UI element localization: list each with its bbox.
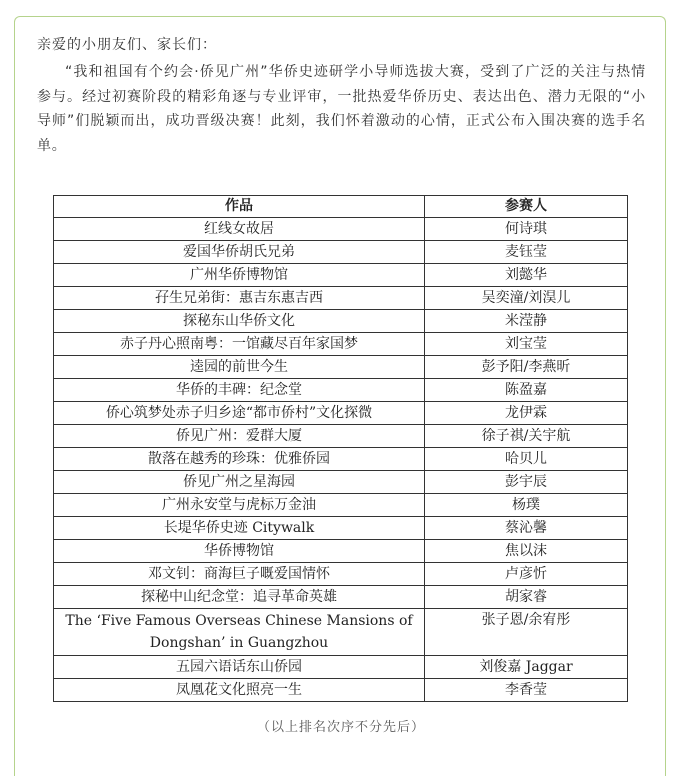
participant-cell: 杨璞 [425,494,628,517]
finalists-table [53,195,628,702]
ranking-note: （以上排名次序不分先后） [256,720,425,735]
table-row [54,517,628,540]
participant-cell: 胡家睿 [425,586,628,609]
table-row [54,586,628,609]
participant-cell: 何诗琪 [425,218,628,241]
work-title-cell: 逵园的前世今生 [54,356,425,379]
participant-cell: 张子恩/余宥彤 [425,609,628,656]
participant-cell: 米滢静 [425,310,628,333]
table-row [54,287,628,310]
table-row [54,679,628,702]
work-title-cell: 广州华侨博物馆 [54,264,425,287]
participant-cell: 刘懿华 [425,264,628,287]
participant-cell: 焦以沫 [425,540,628,563]
table-row [54,218,628,241]
table-row [54,540,628,563]
participant-cell: 刘宝莹 [425,333,628,356]
participant-cell: 麦钰莹 [425,241,628,264]
participant-cell: 蔡沁馨 [425,517,628,540]
table-row [54,241,628,264]
table-row [54,379,628,402]
work-title-cell: 凤凰花文化照亮一生 [54,679,425,702]
table-row [54,656,628,679]
work-title-cell: 长堤华侨史迹 Citywalk [54,517,425,540]
table-row [54,310,628,333]
work-title-cell: 邓文钊：商海巨子嘅爱国情怀 [54,563,425,586]
work-title-cell: 侨见广州：爱群大厦 [54,425,425,448]
table-body [54,218,628,702]
participant-cell: 龙伊霖 [425,402,628,425]
participant-cell: 卢彦忻 [425,563,628,586]
header-work: 作品 [54,196,425,218]
table-row [54,471,628,494]
table-row [54,264,628,287]
work-title-cell: 赤子丹心照南粤：一馆藏尽百年家国梦 [54,333,425,356]
participant-cell: 陈盈嘉 [425,379,628,402]
intro-paragraph: “我和祖国有个约会·侨见广州”华侨史迹研学小导师选拔大赛，受到了广泛的关注与热情参与。经过初赛阶段的精彩角逐与专业评审，一批热爱华侨历史、表达出色、潜力无限的“小导师”们脱颖而出，成功晋级决赛！此刻，我们怀着激动的心情，正式公布入围决赛的选手名单。 [37,64,646,154]
work-title-cell: 散落在越秀的珍珠：优雅侨园 [54,448,425,471]
table-row [54,402,628,425]
work-title-cell: 侨心筑梦处赤子归乡途“都市侨村”文化探微 [54,402,425,425]
work-title-cell: 红线女故居 [54,218,425,241]
table-row [54,494,628,517]
participant-cell: 彭予阳/李燕昕 [425,356,628,379]
table-header-row [54,196,628,218]
work-title-cell: 广州永安堂与虎标万金油 [54,494,425,517]
header-participant: 参赛人 [425,196,628,218]
greeting: 亲爱的小朋友们、家长们： [37,37,217,53]
participant-cell: 刘俊嘉 Jaggar [425,656,628,679]
table-row [54,609,628,656]
table-row [54,425,628,448]
work-title-cell: 侨见广州之星海园 [54,471,425,494]
table-row [54,356,628,379]
participant-cell: 吴奕潼/刘淏儿 [425,287,628,310]
table-row [54,448,628,471]
work-title-cell: 华侨博物馆 [54,540,425,563]
table-row [54,333,628,356]
table-row [54,563,628,586]
work-title-cell: 五园六语话东山侨园 [54,656,425,679]
work-title-cell: 探秘中山纪念堂：追寻革命英雄 [54,586,425,609]
work-title-cell: 爱国华侨胡氏兄弟 [54,241,425,264]
work-title-cell: 华侨的丰碑：纪念堂 [54,379,425,402]
work-title-cell: 探秘东山华侨文化 [54,310,425,333]
work-title-cell: The ‘Five Famous Overseas Chinese Mansions of Dongshan’ in Guangzhou [54,609,425,656]
participant-cell: 徐子祺/关宇航 [425,425,628,448]
participant-cell: 哈贝儿 [425,448,628,471]
participant-cell: 彭宇辰 [425,471,628,494]
participant-cell: 李香莹 [425,679,628,702]
work-title-cell: 孖生兄弟街：惠吉东惠吉西 [54,287,425,310]
